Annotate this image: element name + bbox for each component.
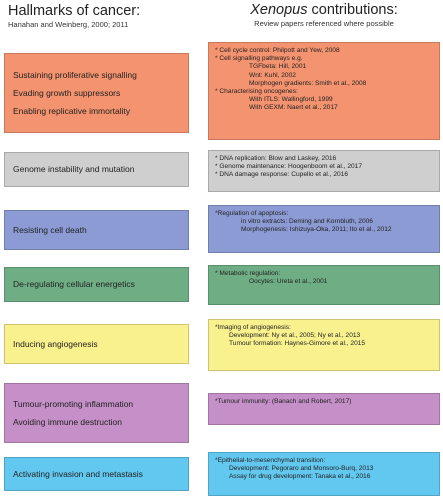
contribution-line: With GEXM: Naert et al., 2017 [249, 104, 338, 112]
hallmark-box [4, 267, 189, 302]
contribution-line: Development: Pegoraro and Monsoro-Burq, 2013 [229, 465, 374, 473]
left-header-title: Hallmarks of cancer: [8, 3, 141, 19]
contribution-line: *Tumour immunity: (Banach and Robert, 2017) [215, 398, 352, 405]
hallmark-label: Genome instability and mutation [13, 164, 135, 174]
contribution-line: Tumour formation: Haynes-Gimore et al., 2015 [229, 340, 366, 348]
xenopus-contribution-box [208, 42, 440, 140]
hallmark-box [4, 457, 189, 491]
hallmark-box [4, 210, 189, 250]
contribution-line: Morphogenesis: Ishizuya-Oka, 2011; Ito et al., 2012 [241, 226, 392, 234]
contribution-line: * DNA damage response: Cupello et al., 2016 [215, 171, 349, 179]
contribution-line: Wnt: Kuhl, 2002 [249, 71, 296, 79]
hallmark-label: Enabling replicative immortality [13, 105, 131, 116]
hallmark-label: Activating invasion and metastasis [13, 468, 143, 479]
right-header-subtitle: Review papers referenced where possible [254, 19, 394, 28]
xenopus-contribution-box [208, 265, 440, 305]
hallmark-label: Resisting cell death [13, 224, 87, 235]
contribution-line: Oocytes: Ureta et al., 2001 [249, 278, 328, 286]
left-header [8, 3, 208, 29]
contribution-line: Assay for drug development: Tanaka et al., 2016 [229, 473, 371, 481]
right-header-title-italic: Xenopus [250, 2, 308, 18]
hallmark-box [4, 383, 189, 443]
contribution-line: * Characterising oncogenes: [215, 88, 298, 96]
contribution-line: * Genome maintenance: Hoogenboom et al., 2017 [215, 163, 362, 171]
hallmark-label: Sustaining proliferative signalling [13, 69, 137, 80]
hallmark-label: De-regulating cellular energetics [13, 279, 135, 289]
contribution-line: *Epithelial-to-mesenchymal transition: [215, 457, 326, 464]
hallmark-label: Avoiding immune destruction [13, 416, 122, 427]
xenopus-contribution-box [208, 452, 440, 496]
contribution-line: Development: Ny et al., 2005; Ny et al., 2013 [229, 332, 361, 340]
hallmark-label: Evading growth suppressors [13, 87, 121, 98]
contribution-line: * Cell signalling pathways e.g. [215, 55, 303, 63]
right-header-title-rest: contributions: [307, 2, 398, 18]
hallmark-box [4, 53, 189, 133]
hallmark-box [4, 152, 189, 187]
contribution-line: TGFbeta: Hill, 2001 [249, 63, 307, 71]
contribution-line: in vitro extracts: Deming and Kornbluth, 2006 [241, 218, 373, 226]
contribution-line: *Regulation of apoptosis: [215, 210, 289, 217]
left-header-citation: Hanahan and Weinberg, 2000; 2011 [8, 20, 129, 29]
xenopus-contribution-box [208, 319, 440, 371]
contribution-line: * Cell cycle control: Philpott and Yew, 2008 [215, 47, 340, 54]
xenopus-contribution-box [208, 150, 440, 192]
right-header-title [208, 2, 440, 18]
hallmark-box [4, 324, 189, 364]
contribution-line: * Metabolic regulation: [215, 270, 281, 277]
contribution-line: *Imaging of angiogenesis: [215, 324, 291, 331]
contribution-line: * DNA replication: Blow and Laskey, 2016 [215, 155, 337, 162]
right-header [208, 2, 440, 28]
contribution-line: With ITLS: Wallingford, 1999 [249, 96, 333, 104]
hallmark-label: Tumour-promoting inflammation [13, 398, 134, 409]
xenopus-contribution-box [208, 393, 440, 425]
contribution-line: Morphogen gradients: Smith et al., 2008 [249, 79, 367, 87]
hallmark-label: Inducing angiogenesis [13, 338, 98, 349]
xenopus-contribution-box [208, 205, 440, 253]
